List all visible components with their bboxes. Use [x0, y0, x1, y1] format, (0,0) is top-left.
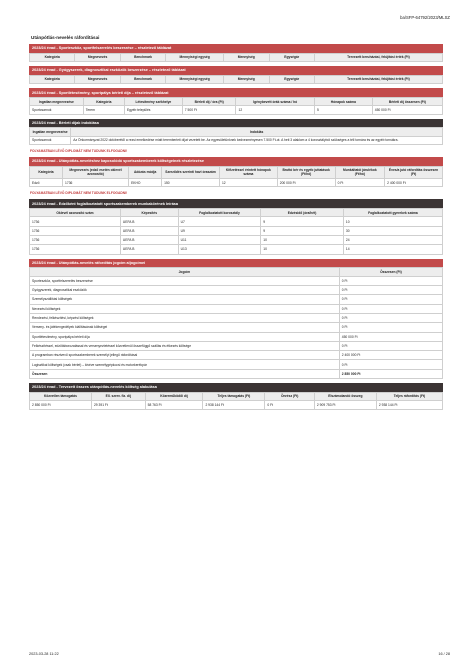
table-cell: U7 [178, 217, 261, 226]
column-header: Adózás módja [129, 166, 162, 178]
column-header: Mennyiség [224, 75, 269, 83]
table-cell: 30 [343, 226, 442, 235]
table-cell: Rendezési, felkészítési, képzési költségek [30, 313, 340, 322]
table-cell: 1736 [30, 217, 121, 226]
column-header: Kategória [83, 97, 124, 105]
section-header: 2023/24 évad - Tervezett összes utánpótlás-nevelés költség alakulása [29, 383, 443, 392]
column-header: Mennyiségi egység [166, 53, 224, 61]
szakemberek-table [29, 166, 443, 188]
column-header: Megnevezés [75, 53, 120, 61]
table-row [30, 286, 443, 295]
column-header: Megnevezés [75, 75, 120, 83]
footer-page-number: 16 / 28 [438, 652, 450, 656]
table-cell: 2 400 000 Ft [385, 179, 443, 187]
table-row [30, 245, 443, 254]
section-header: 2023/24 évad - Gyógyszerek, diagnosztikai eszközök beszerzése – részletező táblázat [29, 66, 443, 75]
column-header: Bérleti díj / óra (Ft) [182, 97, 236, 105]
table-row [30, 236, 443, 245]
section-berleti-dij [29, 88, 443, 114]
table-cell: UEFA B [120, 236, 178, 245]
section-osszes-koltseg [29, 383, 443, 410]
warning-note: FOLYAMATBAN LÉVŐ DIPLOMÁT NEM TUDUNK ELFOGADNI! [30, 191, 128, 196]
column-header: Egységár [269, 53, 314, 61]
column-header: Összesen (Ft) [339, 268, 442, 276]
column-header: Benchmark [120, 53, 165, 61]
table-cell: Sportcsarnok [30, 136, 71, 144]
table-cell: Sportlétesítmény, sportpálya bérleti díja [30, 332, 340, 341]
table-row [30, 295, 443, 304]
column-header: Edzésidő (óra/hét) [261, 209, 344, 217]
total-value: 2 850 000 Ft [339, 369, 442, 378]
table-cell: Logisztikai költségek (csak bérlet) – kivéve személygépkocsi és motorkerékpár [30, 360, 340, 369]
section-berleti-indoklas [29, 119, 443, 145]
table-cell: A programban résztvevő sportszakemberek személyi jellegű ráfordításai [30, 351, 340, 360]
table-cell: UEFA B [120, 217, 178, 226]
section-header: 2023/24 évad - Utánpótlás-neveléshez kapcsolódó sportszakemberek költségeinek részletezése [29, 157, 443, 166]
table-row [30, 313, 443, 322]
table-cell: 9 [261, 217, 344, 226]
column-header: Kategória [30, 166, 63, 178]
column-header: Jogcím [30, 268, 340, 276]
column-header: Tervezett beruházási, felújítási érték (Ft) [314, 75, 442, 83]
table-cell: Gyógyszerek, diagnosztikai eszközök [30, 286, 340, 295]
column-header: Foglalkoztatott korosztály [178, 209, 261, 217]
table-cell: 0 Ft [339, 295, 442, 304]
indoklas-table [29, 127, 443, 145]
table-cell: 2 400 000 Ft [339, 351, 442, 360]
footer-date: 2023-03-28 11:22 [29, 652, 59, 656]
table-cell: Nevezési költségek [30, 304, 340, 313]
table-cell: Felkészítéssel, edzőtáborozatással és versenyeztetéssel közvetlenül összefüggő szállás és étkezés költsége [30, 341, 340, 350]
column-header: Benchmark [120, 75, 165, 83]
table-row [30, 226, 443, 235]
column-header: Megnevezés (edző esetén oklevél azonosító) [63, 166, 129, 178]
table-cell: 10 [343, 217, 442, 226]
table-cell: 200 000 Ft [277, 179, 335, 187]
warning-note: FOLYAMATBAN LÉVŐ DIPLOMÁT NEM TUDUNK ELFOGADNI! [30, 148, 128, 153]
table-cell: 0 Ft [339, 341, 442, 350]
section-edzo-munkakor [29, 199, 443, 254]
table-row [30, 179, 443, 187]
column-header: Teljes ráfordítás (Ft) [376, 392, 442, 400]
section-header: 2023/24 évad - Sportlétesítmény, sportpálya bérleti díja – részletező táblázat [29, 88, 443, 97]
table-row [30, 351, 443, 360]
table-cell: U11 [178, 236, 261, 245]
section-gyogyszerek [29, 66, 443, 84]
table-cell: Személyszállítási költségek [30, 295, 340, 304]
table-cell: Sportcsarnok [30, 106, 84, 114]
page-title: Utánpótlás-nevelés ráfordításai [31, 35, 100, 40]
document-body [29, 34, 443, 414]
section-header: 2023/24 évad - Sporteszköz, sportfelszerelés beszerzése – részletező táblázat [29, 44, 443, 53]
column-header: Indoklás [71, 128, 443, 136]
table-cell: 7 500 Ft [182, 106, 236, 114]
table-cell: EKHO [129, 179, 162, 187]
column-header: Ingatlan megnevezése [30, 97, 84, 105]
column-header: Egységár [269, 75, 314, 83]
table-cell: Verseny- és játékengedélyek kiállításának költségei [30, 323, 340, 332]
table-cell: 12 [236, 106, 314, 114]
column-header: Mennyiség [224, 53, 269, 61]
table-cell: U13 [178, 245, 261, 254]
column-header: Ell. szerv. fiz. díj [91, 392, 145, 400]
jogcim-table [29, 267, 443, 379]
table-cell: 0 Ft [339, 323, 442, 332]
column-header: Létesítmény székhelye [124, 97, 182, 105]
total-label: Összesen [30, 369, 340, 378]
column-header: Tervezett beruházási, felújítási érték (Ft) [314, 53, 442, 61]
section-header: 2023/24 évad - Utánpótlás-nevelés ráfordítás jogcím aljogcímei [29, 259, 443, 268]
table-cell: 0 Ft [339, 276, 442, 285]
table-cell: 2 938 144 Ft [203, 401, 265, 410]
berleti-dij-table [29, 97, 443, 115]
table-row [30, 276, 443, 285]
column-header: Önrész (Ft) [265, 392, 315, 400]
table-row [30, 323, 443, 332]
column-header: Hónapok száma [314, 97, 372, 105]
table-row [30, 401, 443, 410]
table-cell: Edző [30, 179, 63, 187]
table-cell: 2 850 000 Ft [30, 401, 92, 410]
table-cell: Sporteszköz, sportfelszerelés beszerzése [30, 276, 340, 285]
column-header: Bruttó bér és egyéb juttatások (Ft/hó) [277, 166, 335, 178]
column-header: Mennyiségi egység [166, 75, 224, 83]
table-cell: 0 Ft [339, 304, 442, 313]
table-cell: 1736 [30, 226, 121, 235]
table-cell: 1736 [30, 236, 121, 245]
document-reference: ba/SFP-64792/2023/MLSZ [400, 15, 450, 20]
edzo-munkakor-table [29, 208, 443, 254]
section-header: 2023/24 évad - Edzőként foglalkoztatott sportszakemberek munkakörének leírása [29, 199, 443, 208]
table-cell: 0 Ft [335, 179, 385, 187]
section-header: 2023/24 évad - Bérleti díjak indoklása [29, 119, 443, 128]
table-cell: 10 [261, 245, 344, 254]
table-row [30, 332, 443, 341]
table-row [30, 304, 443, 313]
table-cell: 450 000 Ft [339, 332, 442, 341]
table-cell: 5 [314, 106, 372, 114]
table-row [30, 106, 443, 114]
table-cell: UEFA B [120, 226, 178, 235]
table-cell: 58 763 Ft [145, 401, 203, 410]
table-row [30, 341, 443, 350]
column-header: Kategória [30, 75, 75, 83]
table-cell: 0 Ft [339, 360, 442, 369]
table-cell: 0 Ft [339, 313, 442, 322]
table-cell: 12 [219, 179, 277, 187]
column-header: Igénybevett órák száma / hó [236, 97, 314, 105]
table-cell: U9 [178, 226, 261, 235]
column-header: Teljes támogatás (Ft) [203, 392, 265, 400]
column-header: Szerződés szerinti havi óraszám [162, 166, 220, 178]
section-sporteszkoz [29, 44, 443, 62]
table-cell: 24 [343, 236, 442, 245]
table-cell: 150 [162, 179, 220, 187]
table-row [30, 360, 443, 369]
table-cell: 10 [261, 236, 344, 245]
column-header: Elszámolandó összeg [314, 392, 376, 400]
column-header: Oklevél azonosító szám [30, 209, 121, 217]
total-row [30, 369, 443, 378]
table-row [30, 136, 443, 144]
table-row [30, 217, 443, 226]
column-header: Képesítés [120, 209, 178, 217]
table-cell: 450 000 Ft [372, 106, 442, 114]
column-header: Kifizetéssel érintett hónapok száma [219, 166, 277, 178]
table-cell: Az Önkormányzat 2022 októberétől a rezsi emelkedése miatt teremberleti díjat vezetett be. Az egyesületünknek kedvezményesen 7.500 Ft-ot. A heti 3 alaklom a 4 korosztályból szükséges a téli tornára és az egyéb tornákra. [71, 136, 443, 144]
table-cell: UEFA B [120, 245, 178, 254]
column-header: Közreműködői díj [145, 392, 203, 400]
table-cell: 2 909 753 Ft [314, 401, 376, 410]
section-jogcim [29, 259, 443, 379]
column-header: Kategória [30, 53, 75, 61]
column-header: Ingatlan megnevezése [30, 128, 71, 136]
sporteszkoz-table [29, 53, 443, 62]
table-cell: 0 Ft [265, 401, 315, 410]
table-cell: 1736 [63, 179, 129, 187]
table-cell: 29 391 Ft [91, 401, 145, 410]
column-header: Bérleti díj összesen (Ft) [372, 97, 442, 105]
column-header: Munkáltatói járulékok (Ft/hó) [335, 166, 385, 178]
table-cell: 14 [343, 245, 442, 254]
section-szakemberek [29, 157, 443, 187]
table-cell: 2 938 144 Ft [376, 401, 442, 410]
osszes-koltseg-table [29, 392, 443, 411]
table-cell: 1736 [30, 245, 121, 254]
column-header: Közvetlen támogatás [30, 392, 92, 400]
table-cell: Terem [83, 106, 124, 114]
column-header: Foglalkoztatott gyerekek száma [343, 209, 442, 217]
table-cell: 9 [261, 226, 344, 235]
table-cell: 0 Ft [339, 286, 442, 295]
column-header: Éves/a jutó ráfordítás összesen (Ft) [385, 166, 443, 178]
gyogyszerek-table [29, 75, 443, 84]
table-cell: Egyéb település [124, 106, 182, 114]
